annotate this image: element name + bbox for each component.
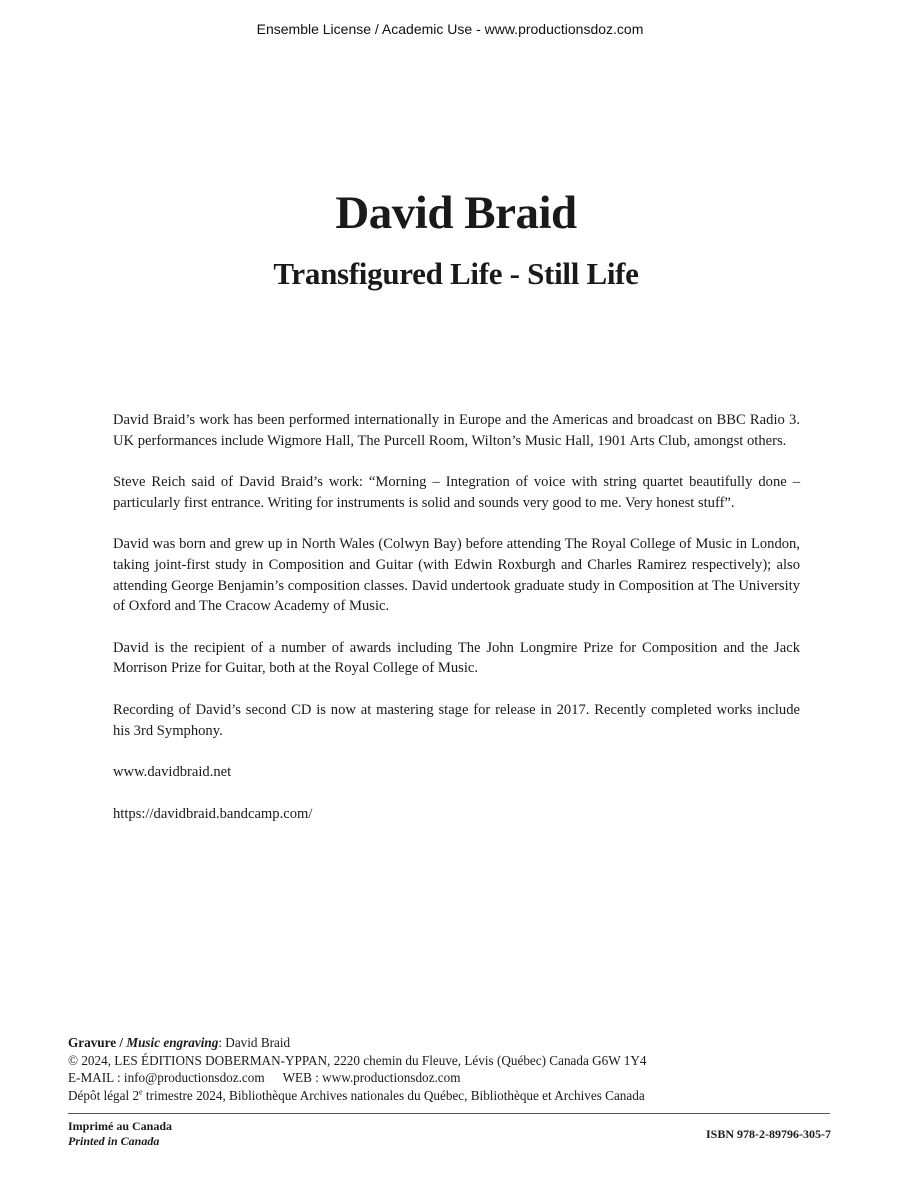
legal-deposit-line [68,1087,830,1105]
legal-deposit-rest: trimestre 2024, Bibliothèque Archives nationales du Québec, Bibliothèque et Archives Canada [142,1087,645,1103]
bio-paragraph: Steve Reich said of David Braid’s work: “Morning – Integration of voice with string quartet beautifully done – particularly first entrance. Writing for instruments is solid and sounds very good to me. Very honest stuff”. [113,474,800,511]
work-title: Transfigured Life - Still Life [273,256,639,291]
printed-en: Printed in Canada [68,1134,160,1148]
bio-paragraph: David is the recipient of a number of awards including The John Longmire Prize for Composition and the Jack Morrison Prize for Guitar, both at the Royal College of Music. [113,639,800,677]
web-link[interactable]: WEB : www.productionsdoz.com [282,1070,461,1086]
composer-name: David Braid [335,187,577,239]
bandcamp-link[interactable]: https://davidbraid.bandcamp.com/ [113,805,313,822]
biography [113,410,800,845]
bio-paragraph: David Braid’s work has been performed internationally in Europe and the Americas and broadcast on BBC Radio 3. UK performances include Wigmore Hall, The Purcell Room, Wilton’s Music Hall, 1901 Arts Club, amongst others. [113,412,800,449]
bio-paragraph: Recording of David’s second CD is now at mastering stage for release in 2017. Recently completed works include his 3rd Symphony. [113,701,800,739]
contact-line [68,1069,830,1087]
publisher-footer [68,1034,830,1104]
license-header: Ensemble License / Academic Use - www.productionsdoz.com [256,21,644,37]
engraving-label-en: Music engraving [126,1035,219,1050]
copyright-line: © 2024, LES ÉDITIONS DOBERMAN-YPPAN, 2220 chemin du Fleuve, Lévis (Québec) Canada G6W 1Y4 [68,1052,647,1068]
website-link[interactable]: www.davidbraid.net [113,764,232,781]
bio-paragraph: David was born and grew up in North Wales (Colwyn Bay) before attending The Royal College of Music in London, taking joint-first study in Composition and Guitar (with Edwin Roxburgh and Charles Ramirez respectively); also attending George Benjamin’s composition classes. David undertook graduate study in Composition at The University of Oxford and The Cracow Academy of Music. [113,536,800,615]
engraving-credit [68,1034,830,1052]
printed-fr: Imprimé au Canada [68,1119,173,1133]
legal-deposit-sup: e [139,1087,143,1097]
isbn: ISBN 978-2-89796-305-7 [706,1127,831,1141]
footer-divider [68,1113,830,1114]
engraving-label-fr: Gravure / [68,1035,124,1050]
engraving-name: : David Braid [218,1035,291,1050]
legal-deposit-prefix: Dépôt légal 2 [68,1087,140,1103]
email-link[interactable]: E-MAIL : info@productionsdoz.com [68,1070,265,1086]
printed-in [68,1119,172,1149]
